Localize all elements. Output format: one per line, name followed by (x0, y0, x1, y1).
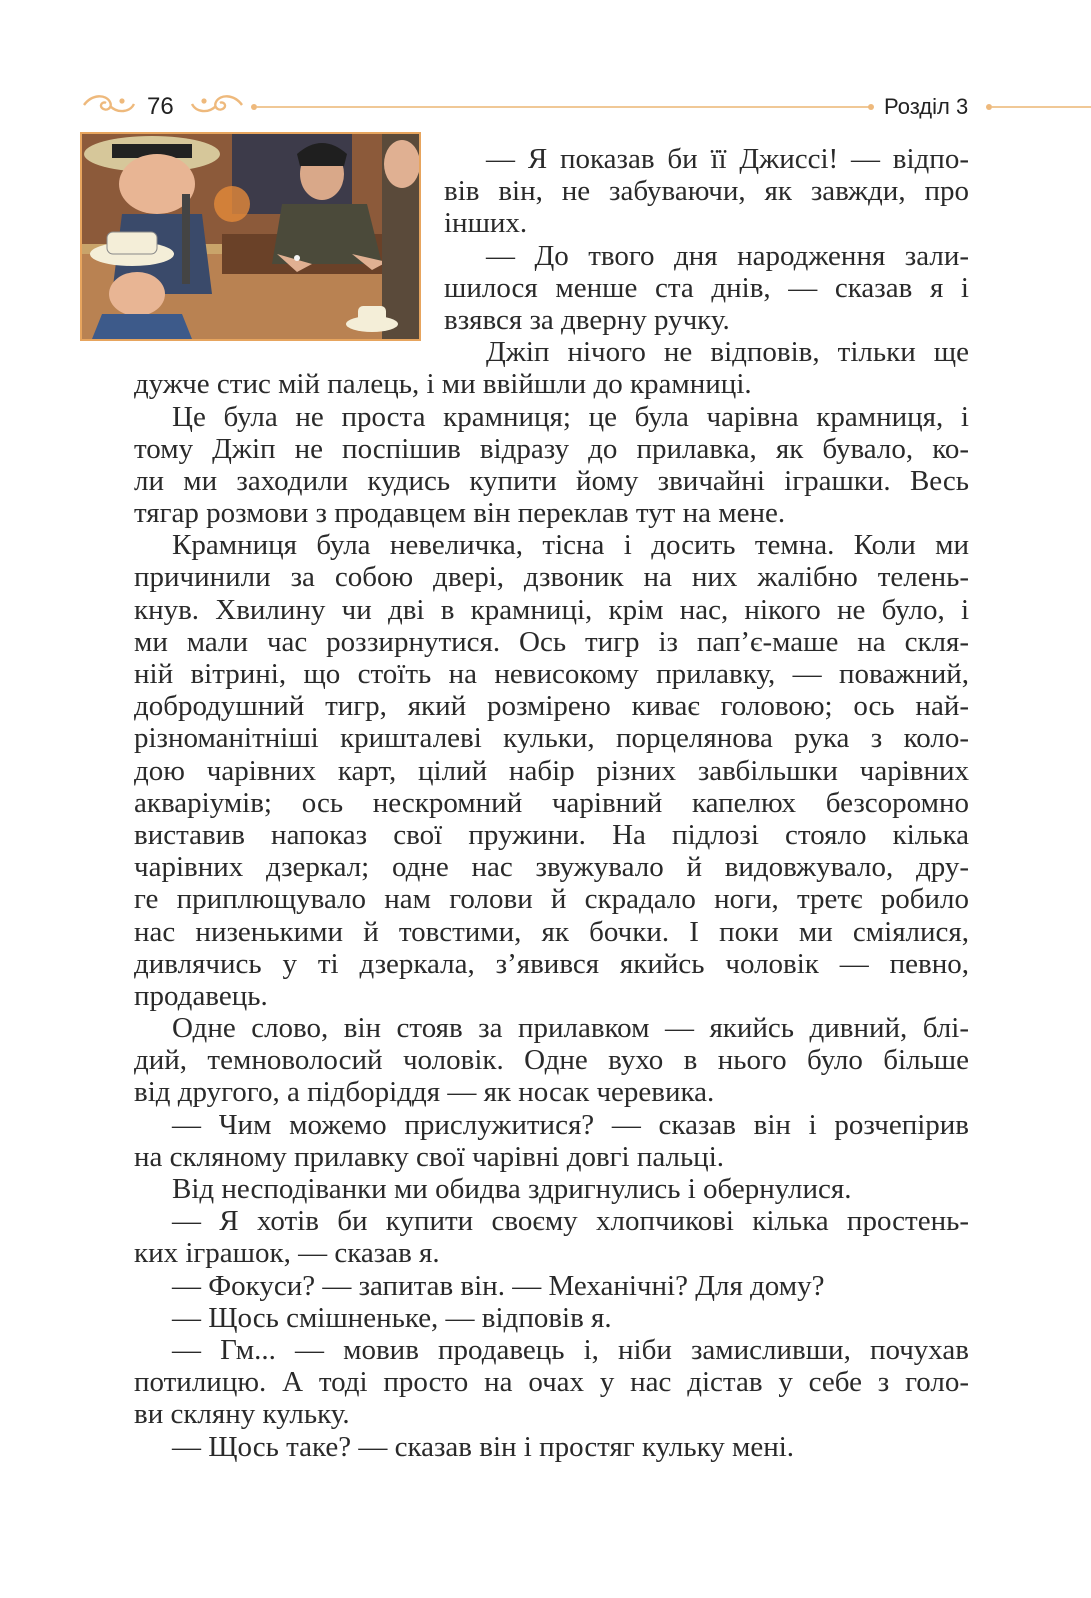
text-line: — Гм... — мовив продавець і, ніби замисливши, почухав (172, 1333, 969, 1366)
text-line: акваріумів; ось нескромний чарівний капелюх безсоромно (134, 786, 969, 819)
right-swirl-ornament-icon (190, 92, 244, 118)
text-line: — Я показав би її Джиссі! — відпо- (486, 143, 969, 175)
text-line: виставив напоказ свої пружини. На підлозі стояло кілька (134, 818, 969, 851)
text-line: дою чарівних карт, цілий набір різних завбільшки чарівних (134, 754, 969, 787)
chapter-title: Розділ 3 (884, 94, 969, 119)
text-line: різноманітніші кришталеві кульки, порцелянова рука з коло- (134, 722, 969, 755)
text-line: продавець. (134, 979, 268, 1012)
text-line: Це була не проста крамниця; це була чарівна крамниця, і (172, 400, 969, 433)
text-line: кнув. Хвилину чи дві в крамниці, крім нас, нікого не було, і (134, 593, 969, 626)
text-line: — Щось смішненьке, — відповів я. (172, 1301, 612, 1334)
text-line: ми мали час роззирнутися. Ось тигр із пап’є-маше на скля- (134, 625, 969, 658)
text-line: ній вітрині, що стоїть на невисокому прилавку, — поважний, (134, 658, 969, 690)
text-line: тому Джіп не поспішив відразу до прилавка, як бувало, ко- (134, 432, 969, 465)
text-line: Крамниця була невеличка, тісна і досить темна. Коли ми (172, 529, 969, 562)
text-line: дивлячись у ті дзеркала, з’явився якийсь чоловік — певно, (134, 947, 969, 980)
text-line: ге приплющувало нам голови й скрадало ноги, третє робило (134, 883, 969, 916)
text-line: вів він, не забуваючи, як завжди, про (444, 175, 969, 208)
text-line: шилося менше ста днів, — сказав я і (444, 271, 969, 304)
text-line: Джіп нічого не відповів, тільки ще (486, 336, 969, 369)
text-line: причинили за собою двері, дзвоник на них жалібно телень- (134, 561, 969, 594)
page-header (0, 0, 1091, 140)
rule-dot-right (868, 104, 874, 110)
text-line: дий, темноволосий чоловік. Одне вухо в нього було більше (134, 1044, 969, 1077)
text-line: інших. (444, 207, 528, 240)
text-line: взявся за дверну ручку. (444, 303, 730, 336)
body-text (134, 143, 969, 1463)
text-line: Одне слово, він стояв за прилавком — якийсь дивний, блі- (172, 1012, 969, 1045)
text-line: на скляному прилавку свої чарівні довгі пальці. (134, 1140, 725, 1173)
text-line: добродушний тигр, який розмірено киває головою; ось най- (134, 690, 969, 723)
text-line: — Фокуси? — запитав він. — Механічні? Для дому? (172, 1269, 825, 1302)
header-rule (257, 106, 869, 108)
text-line: — Я хотів би купити своєму хлопчикові кілька простень- (172, 1205, 969, 1238)
text-line: нас низенькими й товстими, як бочки. І поки ми сміялися, (134, 915, 969, 948)
text-line: — Чим можемо прислужитися? — сказав він і розчепірив (172, 1108, 969, 1141)
text-line: від другого, а підборіддя — як носак черевика. (134, 1076, 715, 1109)
text-line: дужче стис мій палець, і ми ввійшли до крамниці. (134, 368, 752, 401)
text-line: — До твого дня народження зали- (486, 239, 969, 272)
text-line: ли ми заходили кудись купити йому звичайні іграшки. Весь (134, 464, 969, 497)
text-line: чарівних дзеркал; одне нас звужувало й видовжувало, дру- (134, 851, 969, 884)
chapter-rule (992, 106, 1091, 108)
text-line: тягар розмови з продавцем він переклав тут на мене. (134, 497, 786, 530)
text-line: ви скляну кульку. (134, 1398, 350, 1431)
text-line: Від несподіванки ми обидва здригнулись і обернулися. (172, 1173, 852, 1205)
text-line: потилицю. А тоді просто на очах у нас дістав у себе з голо- (134, 1366, 969, 1399)
text-line: — Щось таке? — сказав він і простяг кульку мені. (172, 1430, 795, 1463)
text-line: ких іграшок, — сказав я. (134, 1237, 440, 1270)
left-swirl-ornament-icon (82, 92, 136, 118)
page-number: 76 (147, 93, 174, 120)
